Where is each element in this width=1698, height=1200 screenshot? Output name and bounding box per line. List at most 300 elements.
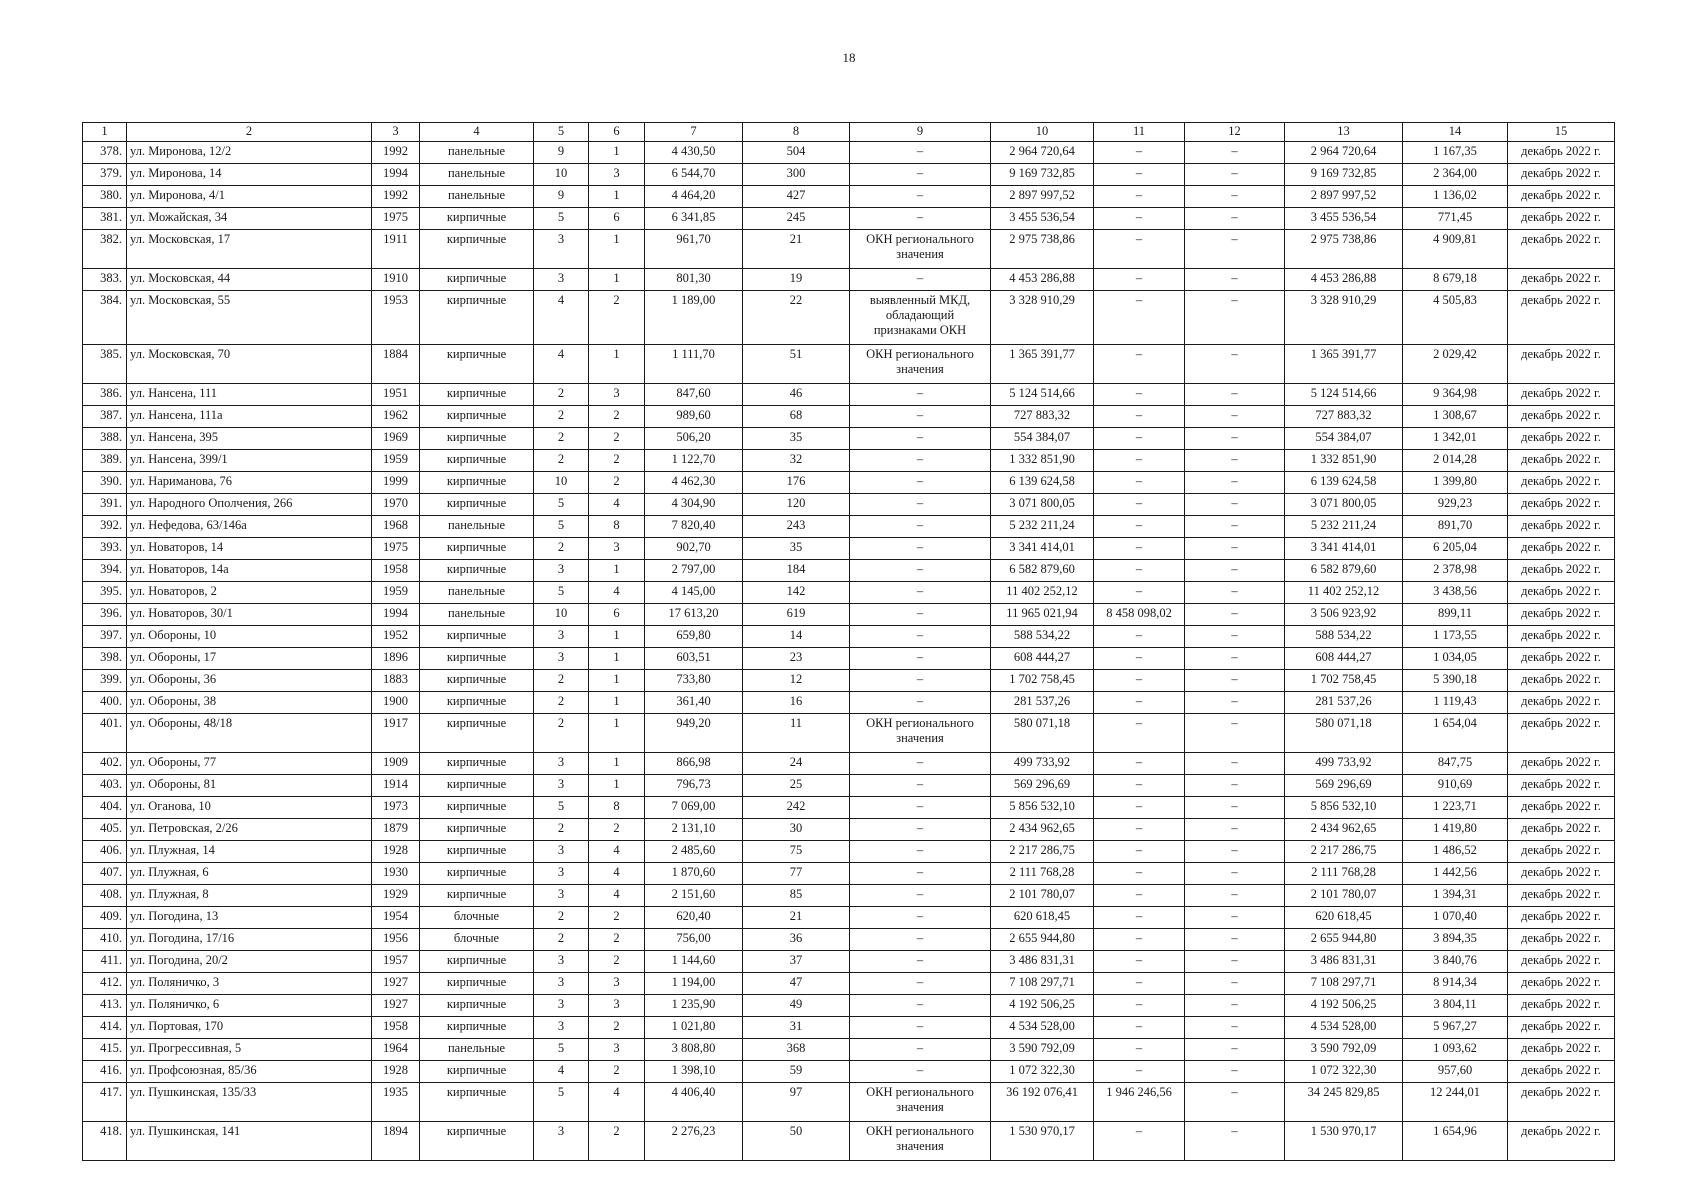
table-cell: 281 537,26	[991, 692, 1094, 714]
table-cell: 957,60	[1403, 1061, 1508, 1083]
table-cell: 8 458 098,02	[1094, 604, 1185, 626]
table-cell: –	[1094, 973, 1185, 995]
table-row	[83, 269, 1615, 291]
table-cell: 1	[589, 692, 645, 714]
table-cell: кирпичные	[420, 406, 534, 428]
table-cell: 5 232 211,24	[991, 516, 1094, 538]
table-cell: –	[1094, 560, 1185, 582]
table-cell: кирпичные	[420, 753, 534, 775]
table-cell: –	[1185, 164, 1285, 186]
table-cell: 891,70	[1403, 516, 1508, 538]
table-cell: 1994	[372, 164, 420, 186]
table-cell: 1914	[372, 775, 420, 797]
table-cell: 1964	[372, 1039, 420, 1061]
table-cell: ул. Поляничко, 6	[127, 995, 372, 1017]
table-cell: блочные	[420, 929, 534, 951]
table-cell: 2 101 780,07	[1285, 885, 1403, 907]
table-cell: панельные	[420, 516, 534, 538]
table-cell: 2 975 738,86	[1285, 230, 1403, 269]
table-cell: 1 189,00	[645, 291, 743, 345]
table-cell: 427	[743, 186, 850, 208]
table-row	[83, 538, 1615, 560]
table-cell: ул. Петровская, 2/26	[127, 819, 372, 841]
table-cell: ул. Плужная, 6	[127, 863, 372, 885]
table-cell: –	[850, 406, 991, 428]
table-cell: кирпичные	[420, 841, 534, 863]
table-cell: –	[1185, 648, 1285, 670]
table-cell: 1 144,60	[645, 951, 743, 973]
table-cell: 1953	[372, 291, 420, 345]
table-cell: 2 964 720,64	[991, 142, 1094, 164]
table-cell: –	[850, 538, 991, 560]
table-cell: 1	[589, 775, 645, 797]
table-cell: 31	[743, 1017, 850, 1039]
table-cell: 2 964 720,64	[1285, 142, 1403, 164]
table-cell: 2 797,00	[645, 560, 743, 582]
table-cell: 1894	[372, 1122, 420, 1161]
table-cell: –	[1094, 714, 1185, 753]
table-cell: 379.	[83, 164, 127, 186]
table-cell: 6 205,04	[1403, 538, 1508, 560]
table-cell: 3	[534, 775, 589, 797]
table-cell: 3	[534, 230, 589, 269]
table-row	[83, 929, 1615, 951]
table-cell: –	[1094, 907, 1185, 929]
column-header: 10	[991, 123, 1094, 142]
table-cell: ул. Погодина, 20/2	[127, 951, 372, 973]
table-cell: 2 217 286,75	[1285, 841, 1403, 863]
table-cell: –	[850, 670, 991, 692]
table-cell: 1	[589, 626, 645, 648]
table-cell: 4	[589, 863, 645, 885]
table-cell: 499 733,92	[1285, 753, 1403, 775]
table-cell: –	[1094, 406, 1185, 428]
table-cell: 3 808,80	[645, 1039, 743, 1061]
table-cell: 580 071,18	[991, 714, 1094, 753]
table-cell: 402.	[83, 753, 127, 775]
table-cell: 756,00	[645, 929, 743, 951]
table-cell: ул. Погодина, 17/16	[127, 929, 372, 951]
table-cell: ул. Обороны, 77	[127, 753, 372, 775]
table-cell: ул. Московская, 44	[127, 269, 372, 291]
table-cell: 409.	[83, 907, 127, 929]
table-cell: 414.	[83, 1017, 127, 1039]
table-cell: 5	[534, 516, 589, 538]
table-cell: 2	[534, 692, 589, 714]
table-cell: 2	[534, 428, 589, 450]
table-cell: –	[850, 951, 991, 973]
table-cell: декабрь 2022 г.	[1508, 863, 1615, 885]
table-cell: 2 151,60	[645, 885, 743, 907]
table-cell: 410.	[83, 929, 127, 951]
table-cell: 2 434 962,65	[1285, 819, 1403, 841]
table-cell: 2 276,23	[645, 1122, 743, 1161]
table-cell: –	[1094, 995, 1185, 1017]
table-cell: 847,60	[645, 384, 743, 406]
table-cell: –	[850, 142, 991, 164]
table-cell: –	[850, 929, 991, 951]
table-cell: 1 034,05	[1403, 648, 1508, 670]
table-cell: 388.	[83, 428, 127, 450]
table-cell: 36 192 076,41	[991, 1083, 1094, 1122]
table-cell: 1992	[372, 142, 420, 164]
table-cell: кирпичные	[420, 995, 534, 1017]
table-cell: декабрь 2022 г.	[1508, 345, 1615, 384]
table-cell: 1917	[372, 714, 420, 753]
table-cell: 3	[534, 885, 589, 907]
table-cell: –	[1185, 797, 1285, 819]
table-cell: кирпичные	[420, 1017, 534, 1039]
table-cell: –	[1094, 648, 1185, 670]
table-cell: 847,75	[1403, 753, 1508, 775]
table-cell: –	[850, 1017, 991, 1039]
table-cell: 1954	[372, 907, 420, 929]
table-cell: ул. Народного Ополчения, 266	[127, 494, 372, 516]
table-cell: 1 419,80	[1403, 819, 1508, 841]
table-cell: –	[1094, 885, 1185, 907]
table-cell: 1958	[372, 1017, 420, 1039]
table-cell: 25	[743, 775, 850, 797]
table-cell: –	[850, 841, 991, 863]
table-cell: –	[1185, 208, 1285, 230]
table-cell: 16	[743, 692, 850, 714]
table-cell: кирпичные	[420, 384, 534, 406]
table-cell: кирпичные	[420, 797, 534, 819]
table-cell: ул. Пушкинская, 141	[127, 1122, 372, 1161]
table-row	[83, 973, 1615, 995]
table-row	[83, 714, 1615, 753]
table-cell: –	[850, 516, 991, 538]
table-cell: 11	[743, 714, 850, 753]
housing-register-table	[82, 122, 1615, 1161]
table-cell: кирпичные	[420, 230, 534, 269]
table-cell: 2 975 738,86	[991, 230, 1094, 269]
table-cell: –	[1094, 1061, 1185, 1083]
table-cell: 4 462,30	[645, 472, 743, 494]
table-cell: –	[1094, 951, 1185, 973]
table-cell: –	[1094, 516, 1185, 538]
table-cell: 504	[743, 142, 850, 164]
table-cell: –	[850, 626, 991, 648]
table-cell: 4 453 286,88	[991, 269, 1094, 291]
table-cell: 1 122,70	[645, 450, 743, 472]
table-row	[83, 604, 1615, 626]
table-cell: 6 341,85	[645, 208, 743, 230]
table-cell: –	[850, 692, 991, 714]
table-cell: ул. Московская, 17	[127, 230, 372, 269]
table-cell: 2	[534, 538, 589, 560]
table-cell: 3	[534, 626, 589, 648]
table-cell: 1 223,71	[1403, 797, 1508, 819]
table-cell: ул. Плужная, 8	[127, 885, 372, 907]
table-cell: 399.	[83, 670, 127, 692]
table-cell: 7 108 297,71	[991, 973, 1094, 995]
table-cell: –	[850, 208, 991, 230]
table-cell: 9 169 732,85	[1285, 164, 1403, 186]
table-cell: –	[1185, 1061, 1285, 1083]
table-cell: 411.	[83, 951, 127, 973]
table-cell: ул. Нариманова, 76	[127, 472, 372, 494]
table-cell: ул. Нансена, 399/1	[127, 450, 372, 472]
table-cell: 4 464,20	[645, 186, 743, 208]
table-cell: 1975	[372, 208, 420, 230]
table-cell: ул. Прогрессивная, 5	[127, 1039, 372, 1061]
table-cell: 1 194,00	[645, 973, 743, 995]
table-cell: ул. Московская, 55	[127, 291, 372, 345]
table-cell: 580 071,18	[1285, 714, 1403, 753]
table-row	[83, 186, 1615, 208]
table-cell: 902,70	[645, 538, 743, 560]
table-cell: 1 365 391,77	[991, 345, 1094, 384]
table-cell: декабрь 2022 г.	[1508, 1039, 1615, 1061]
table-cell: 3 328 910,29	[991, 291, 1094, 345]
table-cell: –	[850, 384, 991, 406]
table-cell: кирпичные	[420, 775, 534, 797]
table-cell: –	[1185, 582, 1285, 604]
table-cell: ул. Нансена, 395	[127, 428, 372, 450]
table-cell: 3 894,35	[1403, 929, 1508, 951]
table-cell: –	[1094, 450, 1185, 472]
table-cell: 417.	[83, 1083, 127, 1122]
table-cell: 4 453 286,88	[1285, 269, 1403, 291]
table-cell: 3 341 414,01	[991, 538, 1094, 560]
table-cell: декабрь 2022 г.	[1508, 406, 1615, 428]
table-cell: 1	[589, 560, 645, 582]
table-cell: –	[850, 494, 991, 516]
table-cell: –	[1094, 428, 1185, 450]
table-cell: декабрь 2022 г.	[1508, 142, 1615, 164]
table-cell: 10	[534, 604, 589, 626]
table-cell: 1884	[372, 345, 420, 384]
table-cell: 1 394,31	[1403, 885, 1508, 907]
table-cell: 1956	[372, 929, 420, 951]
table-cell: 393.	[83, 538, 127, 560]
table-cell: 1968	[372, 516, 420, 538]
table-cell: –	[1185, 560, 1285, 582]
table-cell: 1969	[372, 428, 420, 450]
table-cell: ОКН регионального значения	[850, 714, 991, 753]
table-cell: ул. Обороны, 81	[127, 775, 372, 797]
table-cell: кирпичные	[420, 863, 534, 885]
table-cell: 1 021,80	[645, 1017, 743, 1039]
table-cell: 2	[589, 428, 645, 450]
table-cell: 403.	[83, 775, 127, 797]
table-cell: кирпичные	[420, 208, 534, 230]
table-cell: 2 897 997,52	[1285, 186, 1403, 208]
table-cell: 2	[589, 291, 645, 345]
table-cell: 1 070,40	[1403, 907, 1508, 929]
table-cell: декабрь 2022 г.	[1508, 885, 1615, 907]
table-cell: 390.	[83, 472, 127, 494]
table-cell: панельные	[420, 582, 534, 604]
table-cell: 2 897 997,52	[991, 186, 1094, 208]
table-cell: 929,23	[1403, 494, 1508, 516]
table-cell: –	[850, 907, 991, 929]
table-cell: 11 402 252,12	[1285, 582, 1403, 604]
table-row	[83, 841, 1615, 863]
table-cell: 3	[534, 753, 589, 775]
table-row	[83, 142, 1615, 164]
table-cell: –	[850, 186, 991, 208]
table-cell: –	[1185, 450, 1285, 472]
table-cell: 2	[534, 450, 589, 472]
table-cell: 1 111,70	[645, 345, 743, 384]
table-cell: кирпичные	[420, 885, 534, 907]
column-header: 4	[420, 123, 534, 142]
table-cell: –	[1185, 863, 1285, 885]
table-cell: 1970	[372, 494, 420, 516]
table-cell: 1	[589, 269, 645, 291]
table-cell: ОКН регионального значения	[850, 230, 991, 269]
table-cell: 3	[534, 841, 589, 863]
table-cell: 2	[589, 406, 645, 428]
table-cell: 588 534,22	[991, 626, 1094, 648]
table-cell: кирпичные	[420, 951, 534, 973]
table-cell: –	[850, 819, 991, 841]
table-cell: 5 390,18	[1403, 670, 1508, 692]
table-cell: 1 946 246,56	[1094, 1083, 1185, 1122]
table-cell: 3 438,56	[1403, 582, 1508, 604]
table-cell: декабрь 2022 г.	[1508, 384, 1615, 406]
table-cell: декабрь 2022 г.	[1508, 1061, 1615, 1083]
table-row	[83, 775, 1615, 797]
table-cell: 1	[589, 670, 645, 692]
table-cell: декабрь 2022 г.	[1508, 753, 1615, 775]
table-cell: 47	[743, 973, 850, 995]
table-row	[83, 406, 1615, 428]
table-cell: ул. Новаторов, 30/1	[127, 604, 372, 626]
table-cell: ул. Портовая, 170	[127, 1017, 372, 1039]
table-cell: 2	[534, 670, 589, 692]
table-cell: 35	[743, 538, 850, 560]
table-cell: 2	[589, 1122, 645, 1161]
table-row	[83, 626, 1615, 648]
table-cell: 85	[743, 885, 850, 907]
table-cell: 3	[534, 269, 589, 291]
table-cell: 75	[743, 841, 850, 863]
table-cell: 23	[743, 648, 850, 670]
table-cell: 4	[589, 582, 645, 604]
table-cell: декабрь 2022 г.	[1508, 560, 1615, 582]
table-cell: декабрь 2022 г.	[1508, 995, 1615, 1017]
column-header: 1	[83, 123, 127, 142]
table-cell: кирпичные	[420, 428, 534, 450]
table-cell: 19	[743, 269, 850, 291]
table-cell: 1 173,55	[1403, 626, 1508, 648]
table-row	[83, 1083, 1615, 1122]
table-cell: 2	[589, 450, 645, 472]
table-cell: 1 398,10	[645, 1061, 743, 1083]
table-cell: 3	[589, 973, 645, 995]
table-row	[83, 450, 1615, 472]
table-cell: 387.	[83, 406, 127, 428]
table-cell: –	[1185, 973, 1285, 995]
table-cell: ул. Погодина, 13	[127, 907, 372, 929]
table-cell: –	[1094, 472, 1185, 494]
table-cell: –	[1185, 186, 1285, 208]
table-row	[83, 1122, 1615, 1161]
table-cell: ул. Нансена, 111	[127, 384, 372, 406]
table-cell: 3 506 923,92	[1285, 604, 1403, 626]
table-cell: 5	[534, 582, 589, 604]
table-cell: 1910	[372, 269, 420, 291]
table-cell: ОКН регионального значения	[850, 1122, 991, 1161]
table-cell: выявленный МКД, обладающий признаками ОКН	[850, 291, 991, 345]
table-cell: 6 582 879,60	[1285, 560, 1403, 582]
table-row	[83, 885, 1615, 907]
table-cell: –	[850, 472, 991, 494]
column-header: 8	[743, 123, 850, 142]
table-cell: 37	[743, 951, 850, 973]
table-cell: 1896	[372, 648, 420, 670]
table-cell: 5 856 532,10	[1285, 797, 1403, 819]
table-row	[83, 670, 1615, 692]
table-cell: –	[1185, 714, 1285, 753]
table-cell: –	[850, 450, 991, 472]
table-cell: 2 014,28	[1403, 450, 1508, 472]
table-cell: ул. Обороны, 17	[127, 648, 372, 670]
table-cell: –	[1185, 841, 1285, 863]
column-header: 2	[127, 123, 372, 142]
table-cell: –	[850, 885, 991, 907]
table-cell: 35	[743, 428, 850, 450]
table-cell: 949,20	[645, 714, 743, 753]
table-cell: 2	[534, 384, 589, 406]
table-cell: кирпичные	[420, 450, 534, 472]
table-cell: –	[850, 269, 991, 291]
table-cell: 4 534 528,00	[1285, 1017, 1403, 1039]
table-cell: –	[1094, 208, 1185, 230]
table-cell: 34 245 829,85	[1285, 1083, 1403, 1122]
table-cell: 569 296,69	[991, 775, 1094, 797]
table-cell: 394.	[83, 560, 127, 582]
table-cell: –	[850, 428, 991, 450]
table-cell: –	[1094, 1122, 1185, 1161]
table-cell: –	[1185, 1083, 1285, 1122]
table-cell: ул. Профсоюзная, 85/36	[127, 1061, 372, 1083]
table-cell: –	[850, 1061, 991, 1083]
table-cell: кирпичные	[420, 692, 534, 714]
table-cell: 1	[589, 714, 645, 753]
table-cell: 5	[534, 1039, 589, 1061]
table-cell: 396.	[83, 604, 127, 626]
table-cell: –	[850, 775, 991, 797]
table-cell: 1 093,62	[1403, 1039, 1508, 1061]
table-cell: кирпичные	[420, 1061, 534, 1083]
table-cell: 5 124 514,66	[991, 384, 1094, 406]
table-cell: 8 914,34	[1403, 973, 1508, 995]
table-cell: 733,80	[645, 670, 743, 692]
table-cell: 7 108 297,71	[1285, 973, 1403, 995]
table-row	[83, 291, 1615, 345]
table-cell: 2	[589, 1061, 645, 1083]
table-cell: ОКН регионального значения	[850, 1083, 991, 1122]
table-cell: 3 071 800,05	[991, 494, 1094, 516]
table-cell: 1927	[372, 995, 420, 1017]
column-header: 3	[372, 123, 420, 142]
table-cell: 9	[534, 186, 589, 208]
table-cell: 3	[589, 164, 645, 186]
table-cell: –	[850, 582, 991, 604]
table-cell: 3	[534, 1122, 589, 1161]
table-cell: 10	[534, 472, 589, 494]
table-cell: 8	[589, 516, 645, 538]
table-cell: декабрь 2022 г.	[1508, 230, 1615, 269]
table-cell: 389.	[83, 450, 127, 472]
table-cell: 2 434 962,65	[991, 819, 1094, 841]
table-cell: ул. Новаторов, 2	[127, 582, 372, 604]
table-cell: 2	[589, 951, 645, 973]
